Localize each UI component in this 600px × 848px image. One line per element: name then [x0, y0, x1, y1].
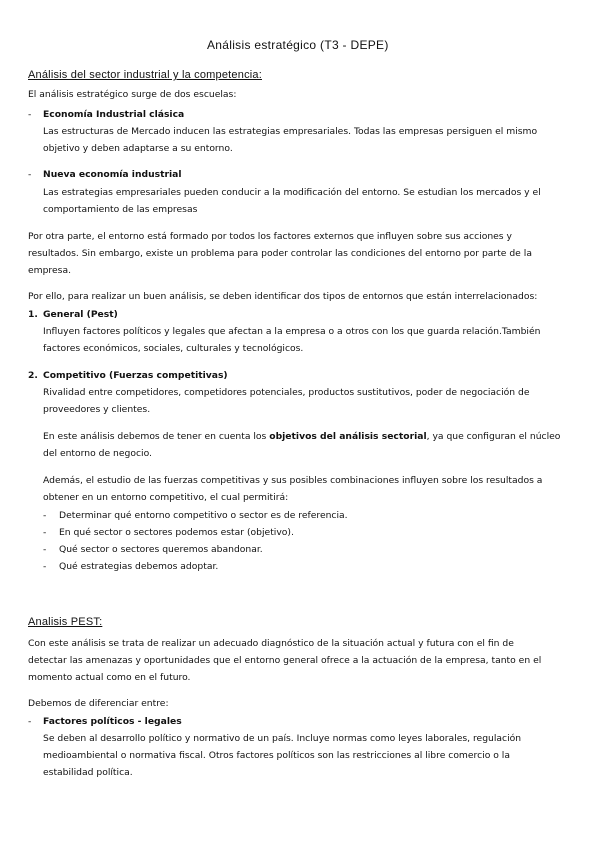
para1-line2: resultados. Sin embargo, existe un problema para poder controlar las condiciones del entorno por parte de la — [28, 248, 532, 259]
school1-title: Economía Industrial clásica — [43, 109, 185, 120]
pest-para-line2: detectar las amenazas y oportunidades que el entorno general ofrece a la actuación de la empresa, tanto en el — [28, 655, 542, 666]
env2-forces-line1: Además, el estudio de las fuerzas competitivas y sus posibles combinaciones influyen sobre los resultados a — [43, 475, 543, 486]
bullet-item: Determinar qué entorno competitivo o sector es de referencia. — [59, 510, 348, 521]
env2-text-line1: Rivalidad entre competidores, competidores potenciales, productos sustitutivos, poder de negociación de — [43, 387, 530, 398]
school1-text-line1: Las estructuras de Mercado inducen las estrategias empresariales. Todas las empresas persiguen el mismo — [43, 126, 538, 137]
document-title: Análisis estratégico (T3 - DEPE) — [207, 38, 389, 52]
env2-text-line2: proveedores y clientes. — [43, 404, 151, 415]
para1-line3: empresa. — [28, 265, 71, 276]
bullet-item: En qué sector o sectores podemos estar (objetivo). — [59, 527, 294, 538]
section-heading-sector: Análisis del sector industrial y la competencia: — [28, 69, 262, 81]
env2-title: Competitivo (Fuerzas competitivas) — [43, 370, 228, 381]
para1-line1: Por otra parte, el entorno está formado por todos los factores externos que influyen sobre sus acciones y — [28, 231, 512, 242]
env2-objectives-line1: En este análisis debemos de tener en cuenta los objetivos del análisis sectorial, ya que configuran el núcleo — [43, 431, 561, 442]
bullet-item: Qué sector o sectores queremos abandonar. — [59, 544, 263, 555]
intro-line: El análisis estratégico surge de dos escuelas: — [28, 89, 237, 100]
school2-text-line1: Las estrategias empresariales pueden conducir a la modificación del entorno. Se estudian los mercados y el — [43, 187, 541, 198]
factor1-title: Factores políticos - legales — [43, 716, 182, 727]
env2-objectives-line2: del entorno de negocio. — [43, 448, 152, 459]
factor1-line3: estabilidad política. — [43, 767, 133, 778]
env1-title: General (Pest) — [43, 309, 118, 320]
env2-forces-line2: obtener en un entorno competitivo, el cual permitirá: — [43, 492, 289, 503]
dash-bullet: - — [43, 527, 47, 538]
list-number: 2. — [28, 370, 38, 381]
env1-text-line2: factores económicos, sociales, culturales y tecnológicos. — [43, 343, 304, 354]
para2-line: Por ello, para realizar un buen análisis, se deben identificar dos tipos de entornos que están interrelacionados: — [28, 291, 538, 302]
dash-bullet: - — [43, 561, 47, 572]
pest-para-line1: Con este análisis se trata de realizar un adecuado diagnóstico de la situación actual y futura con el fin de — [28, 638, 514, 649]
dash-bullet: - — [43, 544, 47, 555]
factor1-line1: Se deben al desarrollo político y normativo de un país. Incluye normas como leyes laborales, regulación — [43, 733, 522, 744]
list-number: 1. — [28, 309, 38, 320]
bullet-item: Qué estrategias debemos adoptar. — [59, 561, 219, 572]
dash-bullet: - — [28, 716, 32, 727]
objectives-bold-phrase: objetivos del análisis sectorial — [269, 431, 427, 442]
env1-text-line1: Influyen factores políticos y legales que afectan a la empresa o a otros con los que guarda relación.También — [43, 326, 541, 337]
section-heading-pest: Analisis PEST: — [28, 616, 103, 628]
school1-text-line2: objetivo y deben adaptarse a su entorno. — [43, 143, 233, 154]
dash-bullet: - — [28, 109, 32, 120]
pest-intro: Debemos de diferenciar entre: — [28, 698, 169, 709]
dash-bullet: - — [28, 169, 32, 180]
pest-para-line3: momento actual como en el futuro. — [28, 672, 191, 683]
dash-bullet: - — [43, 510, 47, 521]
school2-text-line2: comportamiento de las empresas — [43, 204, 198, 215]
factor1-line2: medioambiental o normativa fiscal. Otros factores políticos son las restricciones al libre comercio o la — [43, 750, 510, 761]
school2-title: Nueva economía industrial — [43, 169, 182, 180]
